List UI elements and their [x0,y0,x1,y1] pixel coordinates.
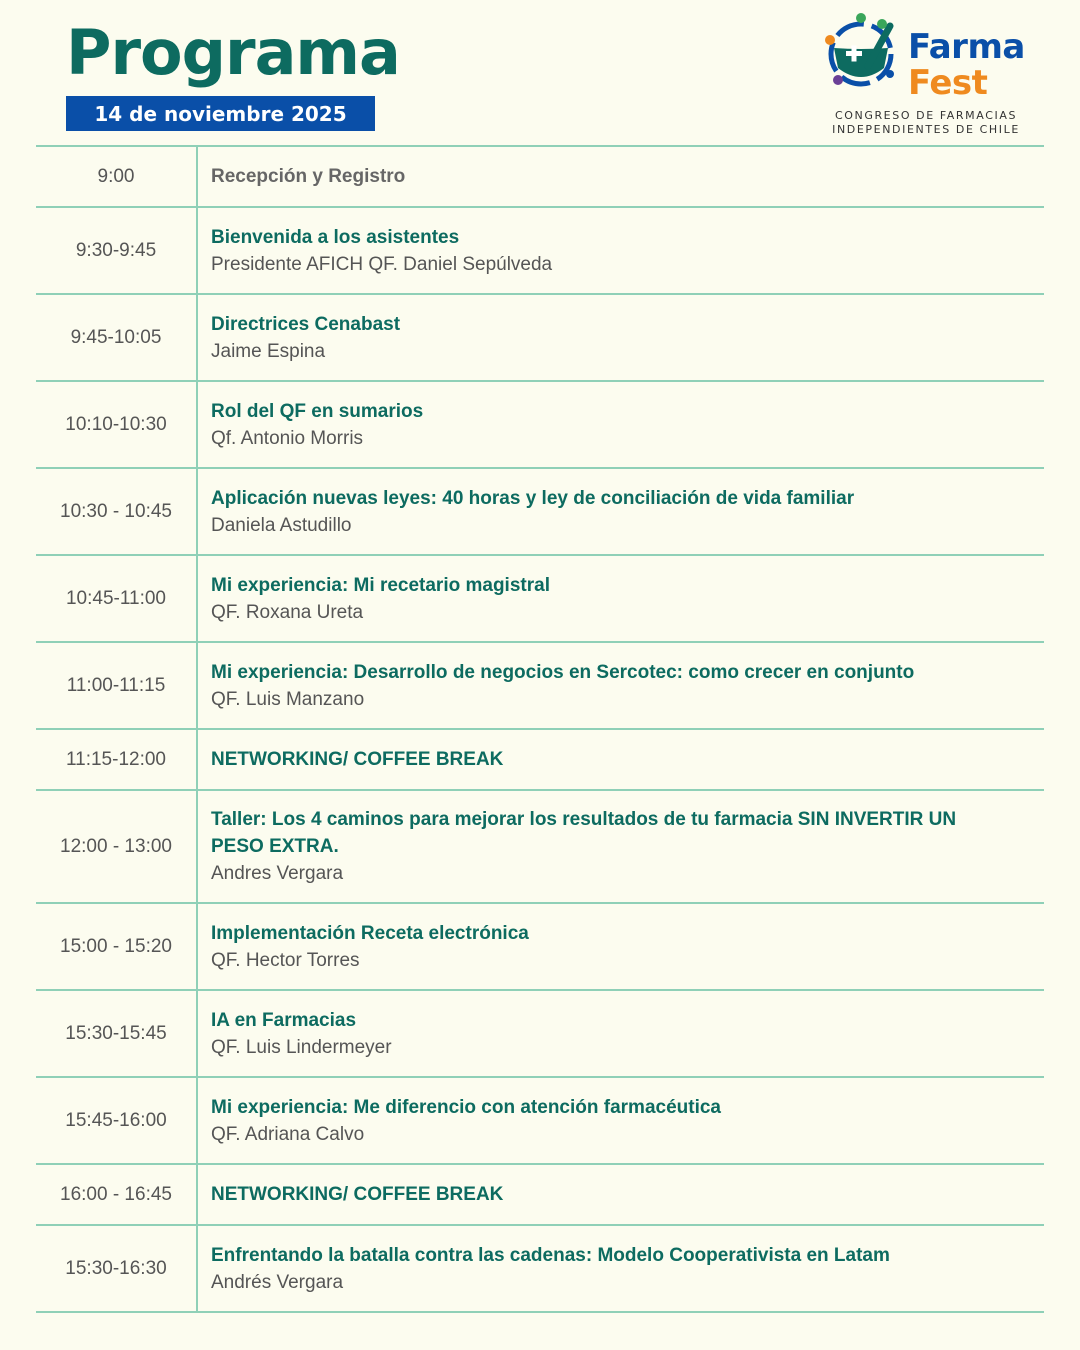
session-time: 15:45-16:00 [36,1078,198,1163]
session-speaker: Presidente AFICH QF. Daniel Sepúlveda [211,253,553,275]
session-speaker: QF. Roxana Ureta [211,601,364,623]
session-title: Implementación Receta electrónica [211,922,529,944]
schedule-row [36,295,1044,382]
schedule-row [36,382,1044,469]
date-badge: 14 de noviembre 2025 [66,96,375,131]
page-title: Programa [66,16,400,89]
session-title: Taller: Los 4 caminos para mejorar los resultados de tu farmacia SIN INVERTIR UN PESO EXTRA. [211,809,957,857]
session-time: 12:00 - 13:00 [36,791,198,902]
session-title: IA en Farmacias [211,1009,357,1031]
session-content [198,295,1044,380]
session-content [198,991,1044,1076]
session-title: Mi experiencia: Mi recetario magistral [211,574,550,596]
session-time: 16:00 - 16:45 [36,1165,198,1224]
session-time: 10:45-11:00 [36,556,198,641]
schedule-table [36,145,1044,1313]
logo-tagline-line2: INDEPENDIENTES DE CHILE [832,123,1020,136]
session-title: Aplicación nuevas leyes: 40 horas y ley de conciliación de vida familiar [211,487,855,509]
session-title: NETWORKING/ COFFEE BREAK [211,1184,504,1205]
session-time: 9:45-10:05 [36,295,198,380]
session-content [198,469,1044,554]
schedule-row [36,991,1044,1078]
session-content [198,382,1044,467]
session-time: 9:30-9:45 [36,208,198,293]
session-time: 10:30 - 10:45 [36,469,198,554]
session-time: 10:10-10:30 [36,382,198,467]
session-content [198,208,1044,293]
session-title: Mi experiencia: Desarrollo de negocios en Sercotec: como crecer en conjunto [211,661,915,683]
session-time: 15:30-15:45 [36,991,198,1076]
session-content [198,1078,1044,1163]
session-title: Recepción y Registro [211,166,406,187]
schedule-row [36,208,1044,295]
session-speaker: Andres Vergara [211,863,344,884]
logo-tagline-line1: CONGRESO DE FARMACIAS [834,109,1018,122]
session-time: 15:00 - 15:20 [36,904,198,989]
schedule-row [36,1078,1044,1165]
schedule-row [36,469,1044,556]
schedule-row [36,730,1044,791]
session-title: NETWORKING/ COFFEE BREAK [211,749,504,770]
logo-word-fest: Fest [908,63,988,103]
schedule-row [36,791,1044,904]
session-speaker: QF. Adriana Calvo [211,1123,365,1145]
farmafest-logo [820,10,1050,136]
session-title: Enfrentando la batalla contra las cadenas: Modelo Cooperativista en Latam [211,1244,890,1266]
schedule-row [36,1226,1044,1313]
session-time: 11:00-11:15 [36,643,198,728]
session-title: Mi experiencia: Me diferencio con atención farmacéutica [211,1096,721,1118]
session-speaker: QF. Luis Manzano [211,688,365,710]
session-time: 15:30-16:30 [36,1226,198,1311]
session-time: 11:15-12:00 [36,730,198,789]
session-title: Bienvenida a los asistentes [211,226,460,248]
session-content [198,1165,1044,1224]
session-speaker: Jaime Espina [211,340,326,362]
schedule-row [36,147,1044,208]
session-content [198,904,1044,989]
schedule-row [36,904,1044,991]
session-title: Directrices Cenabast [211,313,401,335]
session-title: Rol del QF en sumarios [211,400,424,422]
schedule-row [36,643,1044,730]
session-speaker: Daniela Astudillo [211,514,352,536]
schedule-row [36,1165,1044,1226]
session-content [198,730,1044,789]
session-speaker: QF. Luis Lindermeyer [211,1036,392,1058]
session-content [198,147,1044,206]
session-speaker: QF. Hector Torres [211,949,360,971]
session-speaker: Andrés Vergara [211,1271,344,1293]
schedule-row [36,556,1044,643]
session-content [198,791,1044,902]
session-content [198,1226,1044,1311]
mortar-pestle-logo-icon [820,10,902,92]
session-time: 9:00 [36,147,198,206]
session-content [198,556,1044,641]
session-speaker: Qf. Antonio Morris [211,427,364,449]
logo-word-farma: Farma [908,27,1025,67]
session-content [198,643,1044,728]
